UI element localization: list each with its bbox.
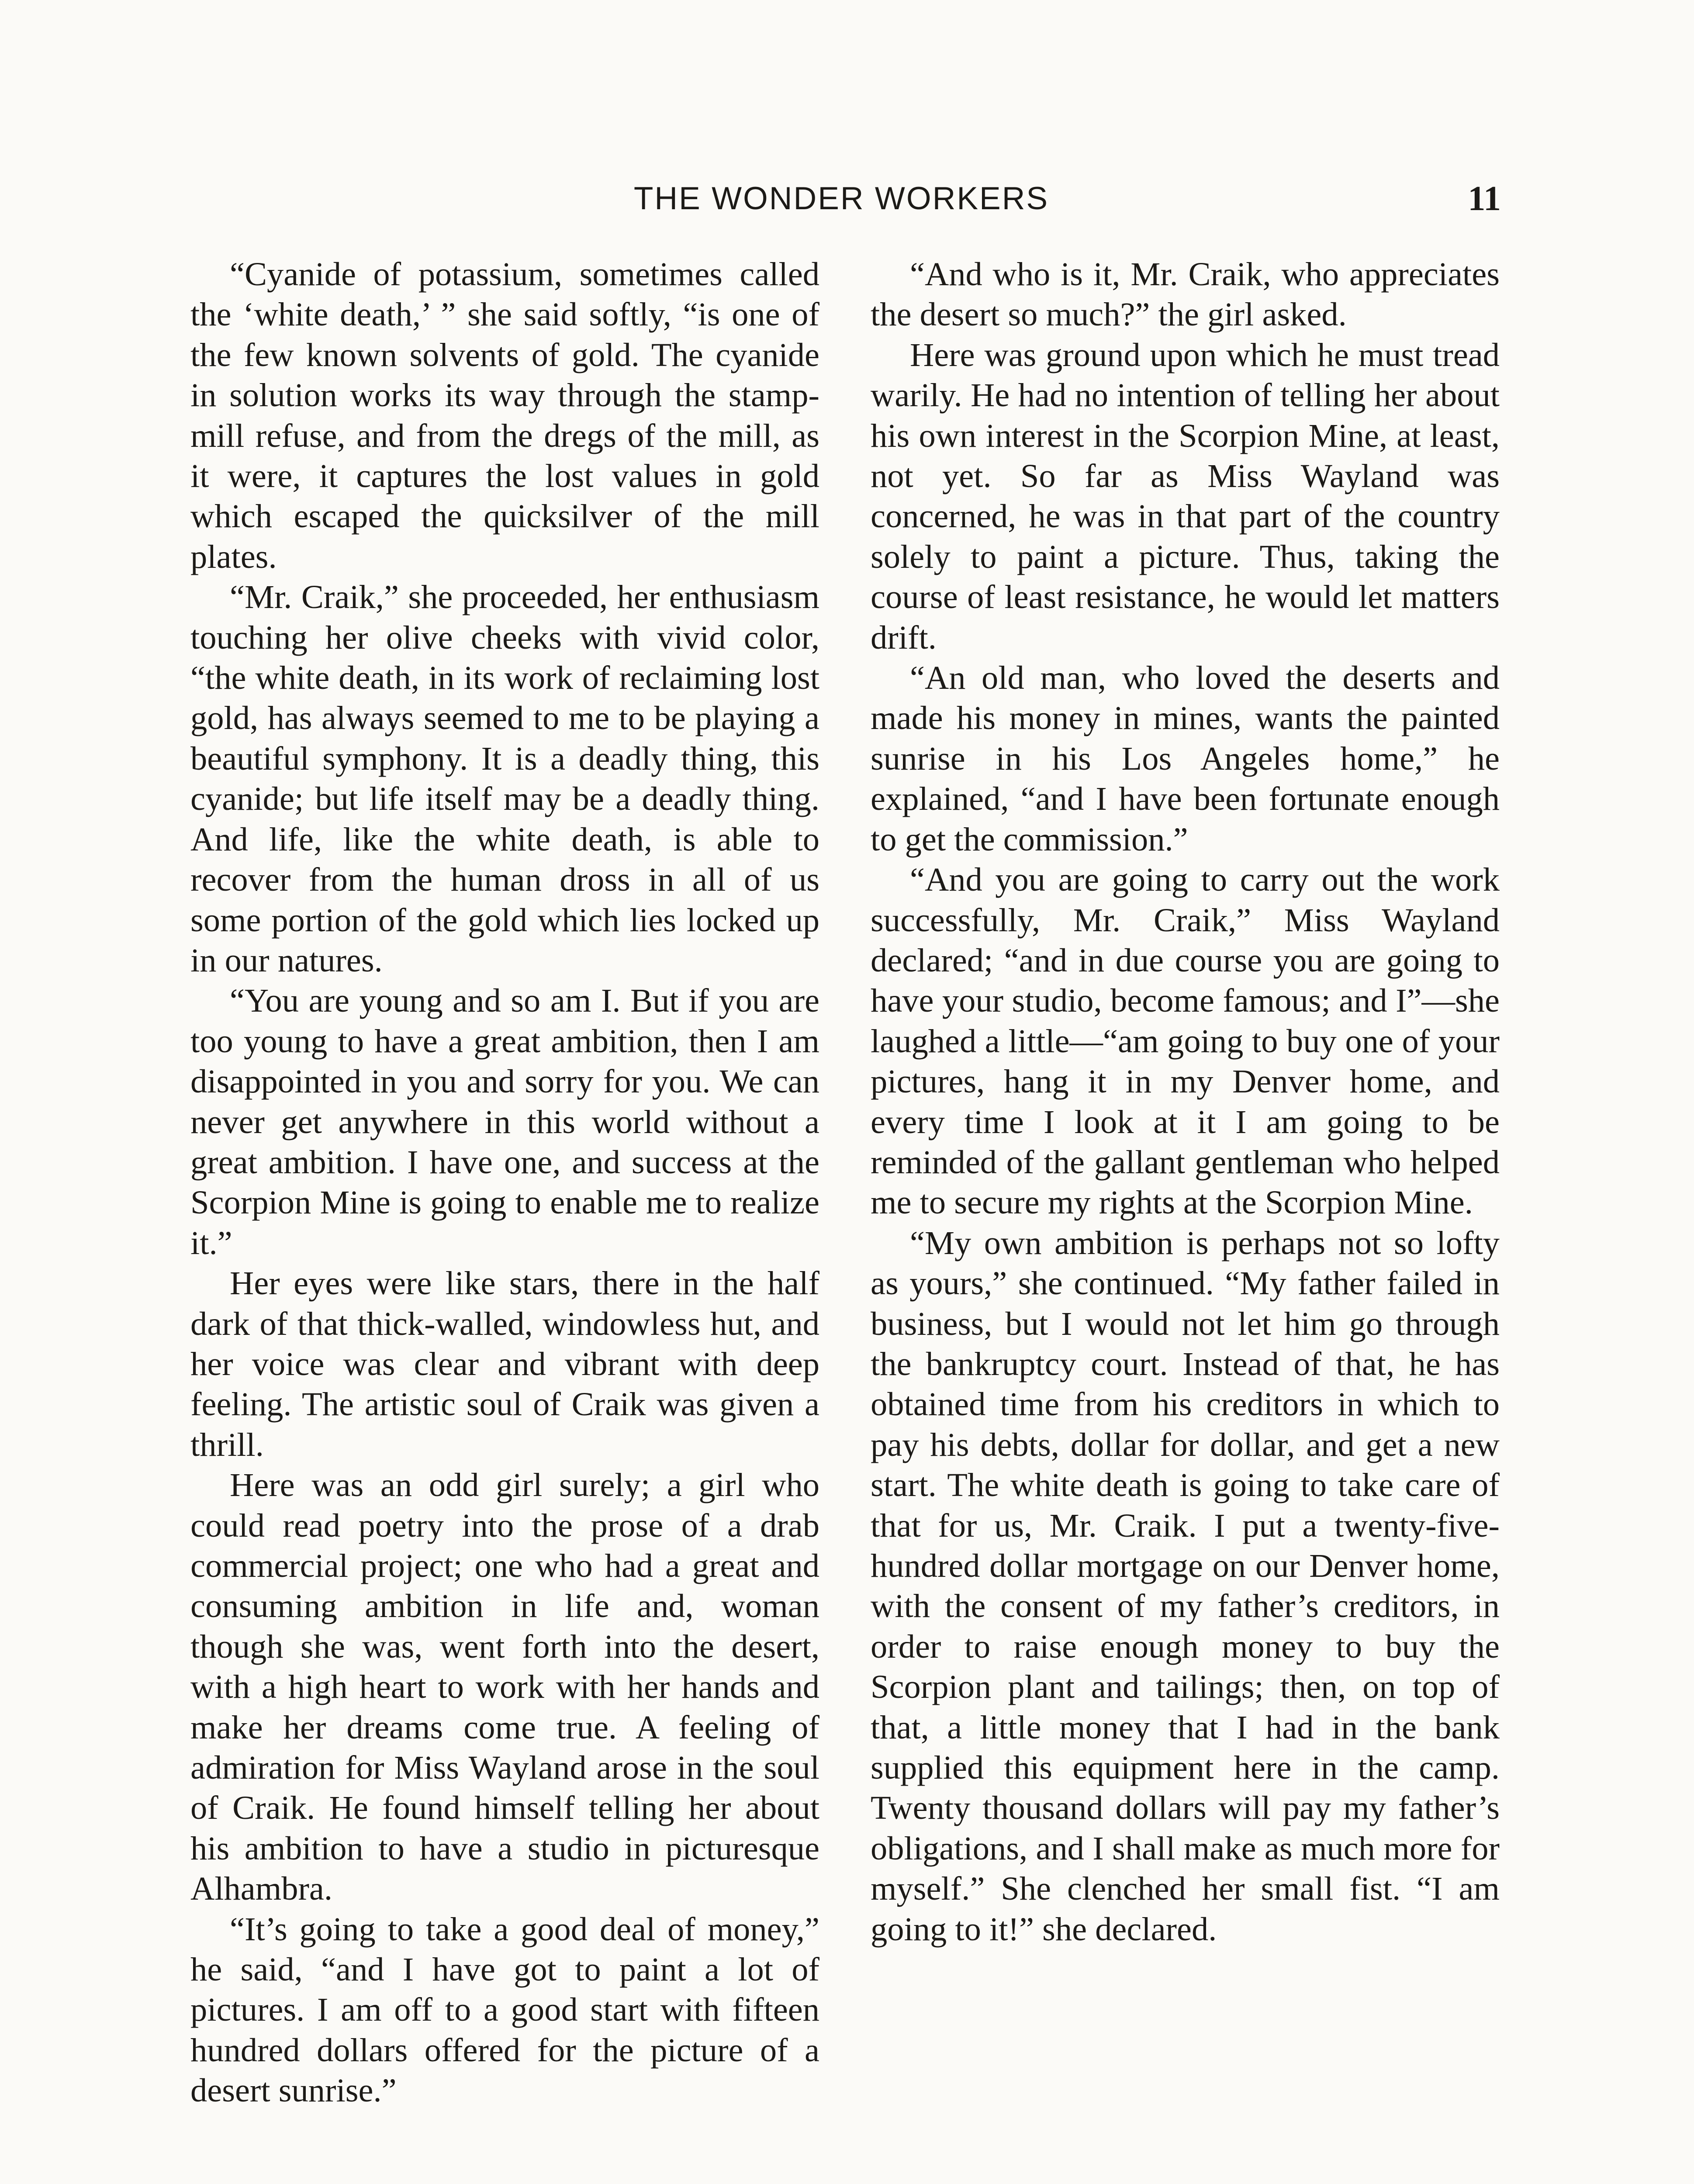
paragraph: Here was an odd girl surely; a girl who could read poetry into the prose of a drab commercial project; one who had a great and consuming ambition in life and, woman though she was, went forth into the desert, with a high heart to work with her hands and make her dreams come true. A feeling of admiration for Miss Wayland arose in the soul of Craik. He found himself telling her about his ambition to have a studio in picturesque Alhambra.: [190, 1466, 819, 1908]
paragraph: Her eyes were like stars, there in the half dark of that thick-walled, windowless hut, and her voice was clear and vibrant with deep feeling. The artistic soul of Craik was given a thrill.: [190, 1265, 819, 1463]
page-number: 11: [1468, 180, 1501, 218]
paragraph: “And who is it, Mr. Craik, who appreciates the desert so much?” the girl asked.: [871, 256, 1500, 333]
left-column: [190, 254, 819, 2111]
running-title: THE WONDER WORKERS: [633, 181, 1049, 216]
paragraph: “Mr. Craik,” she proceeded, her enthusiasm touching her olive cheeks with vivid color, “the white death, in its work of reclaiming lost gold, has always seemed to me to be playing a beautiful symphony. It is a deadly thing, this cyanide; but life itself may be a deadly thing. And life, like the white death, is able to recover from the human dross in all of us some portion of the gold which lies locked up in our natures.: [190, 578, 819, 979]
paragraph: “Cyanide of potassium, sometimes called the ‘white death,’ ” she said softly, “is one of the few known solvents of gold. The cyanide in solution works its way through the stamp-mill refuse, and from the dregs of the mill, as it were, it captures the lost values in gold which escaped the quicksilver of the mill plates.: [190, 256, 819, 575]
running-header: [190, 177, 1501, 229]
paragraph: “And you are going to carry out the work successfully, Mr. Craik,” Miss Wayland declared; “and in due course you are going to have your studio, become famous; and I”—she laughed a little—“am going to buy one of your pictures, hang it in my Denver home, and every time I look at it I am going to be reminded of the gallant gentleman who helped me to secure my rights at the Scorpion Mine.: [871, 861, 1500, 1221]
paragraph: “My own ambition is perhaps not so lofty as yours,” she continued. “My father failed in business, but I would not let him go through the bankruptcy court. Instead of that, he has obtained time from his creditors in which to pay his debts, dollar for dollar, and get a new start. The white death is going to take care of that for us, Mr. Craik. I put a twenty-five-hundred dollar mortgage on our Denver home, with the consent of my father’s creditors, in order to raise enough money to buy the Scorpion plant and tailings; then, on top of that, a little money that I had in the bank supplied this equipment here in the camp. Twenty thousand dollars will pay my father’s obligations, and I shall make as much more for myself.” She clenched her small fist. “I am going to it!” she declared.: [871, 1224, 1500, 1948]
paragraph: Here was ground upon which he must tread warily. He had no intention of telling her about his own interest in the Scorpion Mine, at least, not yet. So far as Miss Wayland was concerned, he was in that part of the country solely to paint a picture. Thus, taking the course of least resistance, he would let matters drift.: [871, 336, 1500, 656]
paragraph: “You are young and so am I. But if you are too young to have a great ambition, then I am disappointed in you and sorry for you. We can never get anywhere in this world without a great ambition. I have one, and success at the Scorpion Mine is going to enable me to realize it.”: [190, 982, 819, 1261]
paragraph: “An old man, who loved the deserts and made his money in mines, wants the painted sunrise in his Los Angeles home,” he explained, “and I have been fortunate enough to get the commission.”: [871, 659, 1500, 858]
right-column: [871, 254, 1500, 1949]
paragraph: “It’s going to take a good deal of money,” he said, “and I have got to paint a lot of pictures. I am off to a good start with fifteen hundred dollars offered for the picture of a desert sunrise.”: [190, 1910, 819, 2109]
